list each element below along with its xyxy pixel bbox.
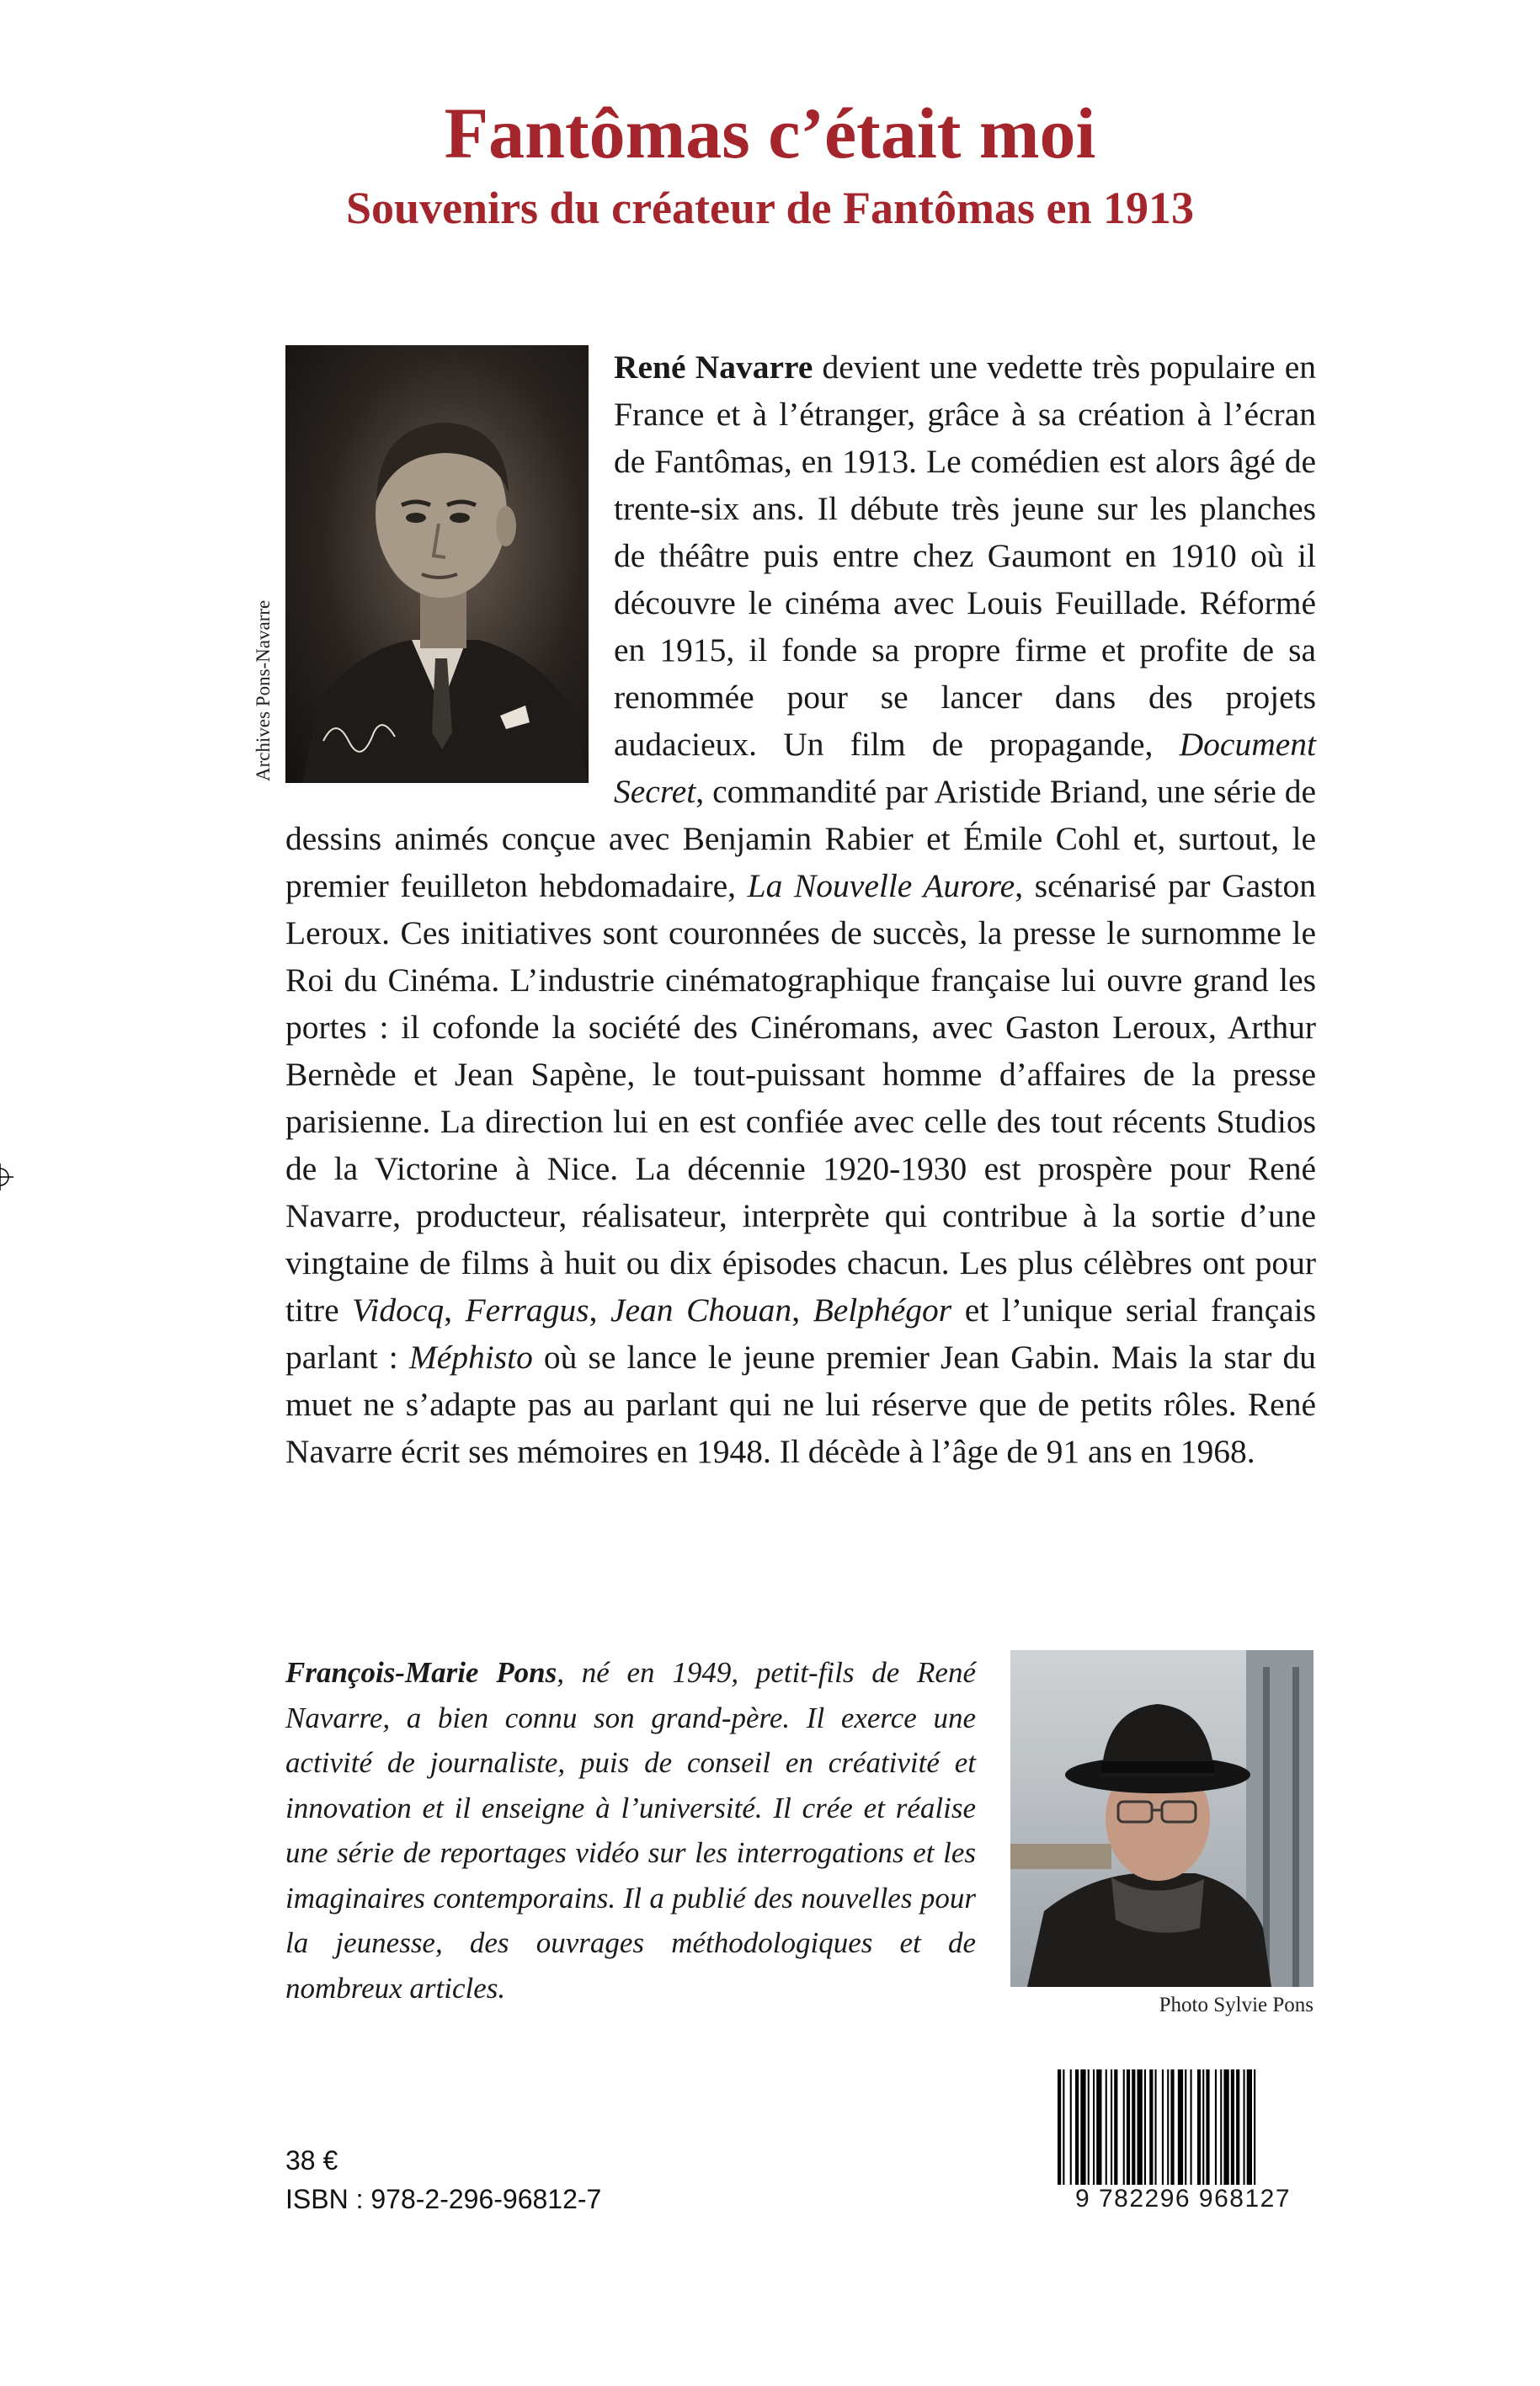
isbn: ISBN : 978-2-296-96812-7: [285, 2184, 602, 2214]
separator: ,: [791, 1292, 813, 1329]
summary-part-3: , scénarisé par Gaston Leroux. Ces initiatives sont couronnées de succès, la presse le surnomme le Roi du Cinéma. L’industrie cinématographique française lui ouvre grand les portes : il cofonde la société des Cinéromans, avec Gaston Leroux, Arthur Bernède et Jean Sapène, le tout-puissant homme d’affaires de la presse parisienne. La direction lui en est confiée avec celle des tout récents Studios de la Victorine à Nice. La décennie 1920-1930 est prospère pour René Navarre, producteur, réalisateur, interprète qui contribue à la sortie d’une vingtaine de films à huit ou dix épisodes chacun. Les plus célèbres ont pour titre: [285, 867, 1317, 1329]
author-photo-illustration: [1010, 1650, 1314, 1987]
author-photo: [1010, 1650, 1314, 1987]
subject-name: René Navarre: [614, 349, 813, 386]
author-bio-text: , né en 1949, petit-fils de René Navarre, a bien connu son grand-père. Il exerce une activité de journaliste, puis de conseil en créativité et innovation et il enseigne à l’université. Il crée et réalise une série de reportages vidéo sur les interrogations et les imaginaires contemporains. Il a publié des nouvelles pour la jeunesse, des ouvrages méthodologiques et de nombreux articles.: [285, 1656, 976, 2005]
summary-part-1: devient une vedette très populaire en France et à l’étranger, grâce à sa création à l’écran de Fantômas, en 1913. Le comédien est alors âgé de trente-six ans. Il débute très jeune sur les planches de théâtre puis entre chez Gaumont en 1910 où il découvre le cinéma avec Louis Feuillade. Réformé en 1915, il fonde sa propre firme et profite de sa renommée pour se lancer dans des projets audacieux. Un film de propagande,: [614, 349, 1316, 763]
barcode-bars: [1052, 2069, 1314, 2187]
summary-part-4: et l’unique serial français parlant :: [285, 1292, 1317, 1376]
summary-part-2: , commandité par Aristide Briand, une série de dessins animés conçue avec Benjamin Rabier et Émile Cohl et, surtout, le premier feuilleton hebdomadaire,: [285, 773, 1316, 904]
film-title: Vidocq: [352, 1292, 445, 1329]
portrait-spacer: [285, 344, 614, 805]
book-title: Fantômas c’était moi: [444, 93, 1096, 173]
separator: ,: [444, 1292, 466, 1329]
price: 38 €: [285, 2145, 338, 2176]
barcode-digits: 9 782296 968127: [1052, 2185, 1314, 2213]
summary-part-5: où se lance le jeune premier Jean Gabin. Mais la star du muet ne s’adapte pas au parlant qui ne lui réserve que de petits rôles. René Navarre écrit ses mémoires en 1948. Il décède à l’âge de 91 ans en 1968.: [285, 1339, 1316, 1470]
film-title: Méphisto: [408, 1339, 533, 1376]
film-title: Document Secret: [614, 726, 1316, 810]
portrait-credit: Archives Pons-Navarre: [253, 599, 274, 781]
film-title: Jean Chouan: [610, 1292, 792, 1329]
author-name: François-Marie Pons: [285, 1656, 557, 1689]
separator: ,: [589, 1292, 610, 1329]
registration-mark-icon: [0, 1164, 13, 1190]
summary-text: [285, 344, 1316, 1475]
film-title: Ferragus: [465, 1292, 589, 1329]
author-bio: [285, 1650, 976, 2011]
book-subtitle: Souvenirs du créateur de Fantômas en 1913: [346, 183, 1194, 233]
photo-credit: Photo Sylvie Pons: [1159, 1994, 1314, 2016]
film-title: Belphégor: [813, 1292, 952, 1329]
barcode: [1052, 2069, 1314, 2242]
film-title: La Nouvelle Aurore: [747, 867, 1015, 904]
